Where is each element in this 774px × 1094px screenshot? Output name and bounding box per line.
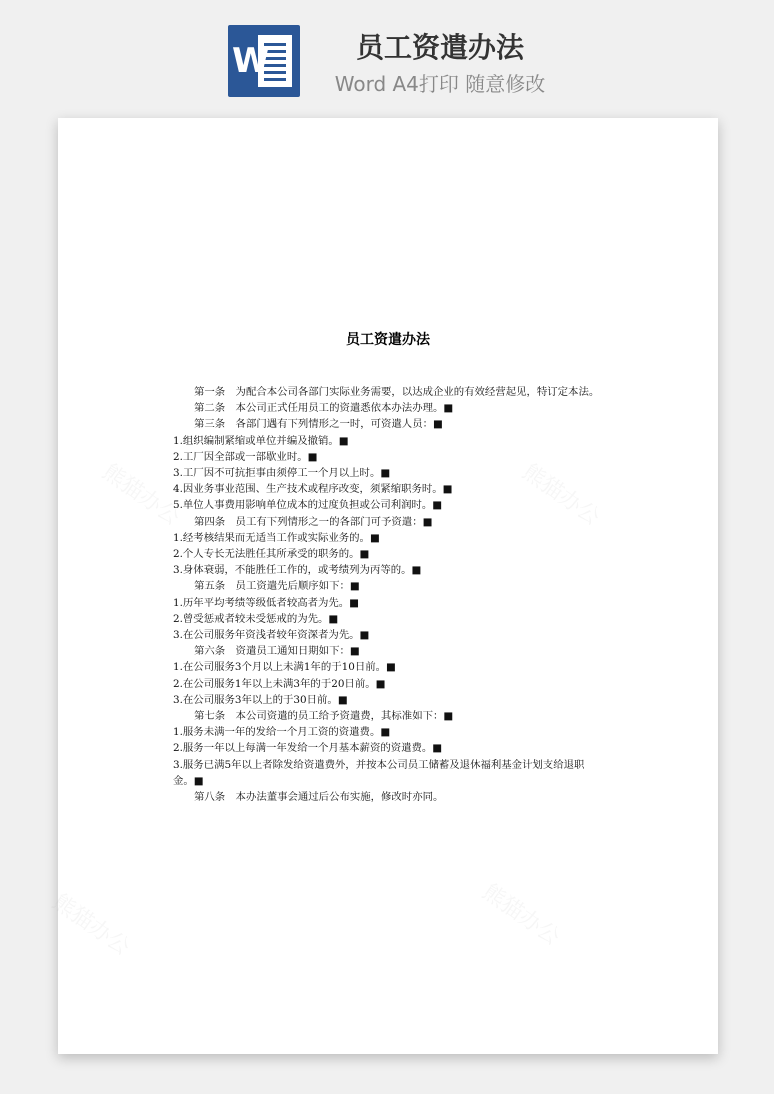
paragraph: 1.组织编制紧缩或单位并编及撤销。■	[173, 434, 349, 447]
word-icon	[228, 25, 300, 97]
paragraph: 1.在公司服务3个月以上未满1年的于10日前。■	[173, 661, 396, 674]
paragraph: 1.经考核结果而无适当工作或实际业务的。■	[173, 531, 380, 544]
document-title: 员工资遣办法	[346, 332, 430, 348]
paragraph: 第五条 员工资遣先后顺序如下：■	[194, 580, 360, 593]
paragraph: 3.工厂因不可抗拒事由须停工一个月以上时。■	[173, 467, 391, 480]
paragraph: 第四条 员工有下列情形之一的各部门可予资遣：■	[194, 515, 433, 528]
document-body	[173, 384, 603, 805]
paragraph: 第七条 本公司资遣的员工给予资遣费，其标准如下：■	[194, 710, 454, 723]
paragraph: 2.个人专长无法胜任其所承受的职务的。■	[173, 548, 370, 561]
paragraph: 3.身体衰弱，不能胜任工作的，或考绩列为丙等的。■	[173, 564, 422, 577]
header-banner	[0, 0, 774, 110]
paragraph: 第一条 为配合本公司各部门实际业务需要，以达成企业的有效经营起见，特订定本法。	[194, 386, 600, 398]
banner-subtitle: Word A4打印 随意修改	[334, 72, 546, 96]
paragraph: 3.在公司服务3年以上的于30日前。■	[173, 693, 348, 706]
paragraph: 1.服务未满一年的发给一个月工资的资遣费。■	[173, 726, 391, 739]
paragraph: 2.曾受惩戒者较未受惩戒的为先。■	[173, 612, 339, 625]
paragraph: 2.服务一年以上每满一年发给一个月基本薪资的资遣费。■	[173, 742, 443, 755]
watermark: 熊猫办公	[97, 459, 185, 531]
paragraph: 2.在公司服务1年以上未满3年的于20日前。■	[173, 677, 386, 690]
watermark: 熊猫办公	[477, 879, 565, 951]
paragraph: 1.历年平均考绩等级低者较高者为先。■	[173, 596, 359, 609]
watermark: 熊猫办公	[517, 459, 605, 531]
paragraph: 第八条 本办法董事会通过后公布实施，修改时亦同。	[194, 791, 444, 804]
word-icon-letter: W	[232, 41, 270, 81]
document-page	[47, 118, 718, 1054]
paragraph: 5.单位人事费用影响单位成本的过度负担或公司利润时。■	[173, 499, 443, 512]
paragraph: 第三条 各部门遇有下列情形之一时，可资遣人员：■	[194, 418, 443, 431]
paragraph: 3.服务已满5年以上者除发给资遣费外，并按本公司员工储蓄及退休福利基金计划支给退职金。■	[173, 758, 585, 787]
watermark: 熊猫办公	[47, 889, 135, 961]
banner-title: 员工资遣办法	[355, 31, 524, 64]
paragraph: 4.因业务事业范围、生产技术或程序改变，须紧缩职务时。■	[173, 483, 453, 496]
paragraph: 3.在公司服务年资浅者较年资深者为先。■	[173, 629, 370, 642]
paragraph: 第二条 本公司正式任用员工的资遣悉依本办法办理。■	[194, 402, 454, 415]
paragraph: 第六条 资遣员工通知日期如下：■	[194, 645, 360, 658]
paragraph: 2.工厂因全部或一部歇业时。■	[173, 450, 318, 463]
